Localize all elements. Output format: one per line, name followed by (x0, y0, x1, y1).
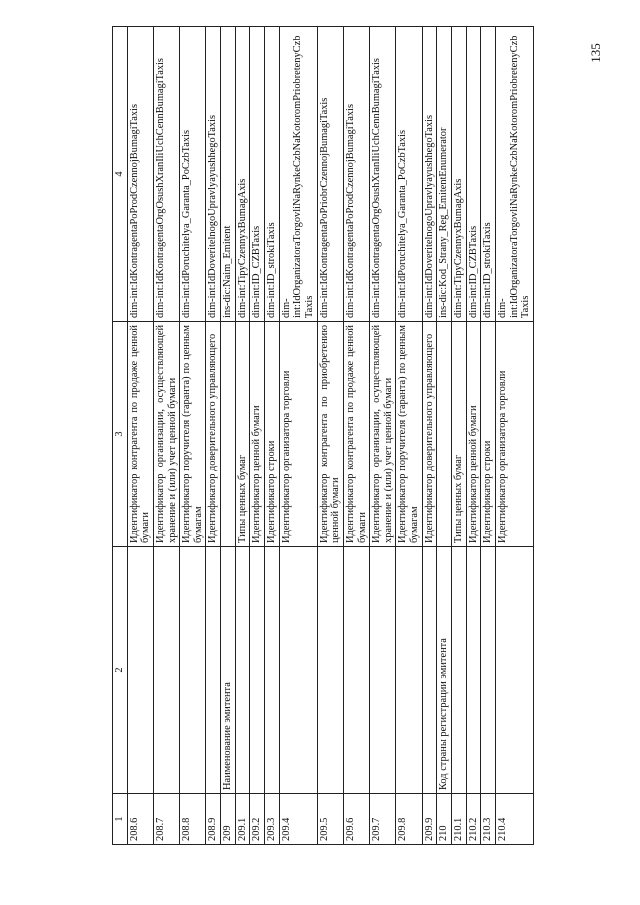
element-name-cell (396, 547, 422, 794)
code-cell: dim-int:IdKontragentaPoProdCzennojBumagiTaxis (343, 27, 369, 322)
table-row (180, 27, 206, 845)
element-name-cell (250, 547, 265, 794)
row-number-cell: 209.9 (422, 794, 437, 845)
table-wrapper (112, 35, 582, 845)
table-row (279, 27, 317, 845)
xbrl-mapping-table (112, 26, 534, 845)
description-cell (221, 322, 236, 547)
table-row (206, 27, 221, 845)
table-body (127, 27, 533, 845)
table-row (396, 27, 422, 845)
description-cell: Идентификатор строки (481, 322, 496, 547)
row-number-cell: 208.8 (180, 794, 206, 845)
table-row (317, 27, 343, 845)
description-cell: Идентификатор организатора торговли (279, 322, 317, 547)
description-cell: Идентификатор ценной бумаги (466, 322, 481, 547)
row-number-cell: 208.7 (153, 794, 179, 845)
code-cell: ins-dic:Kod_Strany_Reg_EmitentEnumerator (437, 27, 452, 322)
element-name-cell (235, 547, 250, 794)
code-cell: dim-int:IdKontragentaOrgOsushXranIliUchCennBumagiTaxis (370, 27, 396, 322)
row-number-cell: 209.3 (265, 794, 280, 845)
header-col-3: 3 (113, 322, 128, 547)
table-row (127, 27, 153, 845)
row-number-cell: 209.6 (343, 794, 369, 845)
element-name-cell (343, 547, 369, 794)
code-cell: dim-int:IdKontragentaPoPriobrCzennojBumagiTaxis (317, 27, 343, 322)
description-cell: Идентификатор организатора торговли (495, 322, 533, 547)
code-cell: dim-int:IdOrganizatoraTorgovliNaRynkeCzbNaKotoromPriobretenyCzbTaxis (279, 27, 317, 322)
element-name-cell (206, 547, 221, 794)
row-number-cell: 210.1 (452, 794, 467, 845)
code-cell: dim-int:ID_strokiTaxis (481, 27, 496, 322)
code-cell: dim-int:IdPoruchitelya_Garanta_PoCzbTaxis (396, 27, 422, 322)
element-name-cell (495, 547, 533, 794)
table-row (495, 27, 533, 845)
description-cell: Идентификатор поручителя (гаранта) по ценным бумагам (180, 322, 206, 547)
description-cell: Идентификатор контрагента по продаже ценной бумаги (343, 322, 369, 547)
element-name-cell (265, 547, 280, 794)
table-row (221, 27, 236, 845)
description-cell: Идентификатор доверительного управляющего (422, 322, 437, 547)
table-row (265, 27, 280, 845)
element-name-cell (279, 547, 317, 794)
description-cell: Типы ценных бумаг (235, 322, 250, 547)
description-cell: Идентификатор строки (265, 322, 280, 547)
page-number: 135 (587, 43, 603, 63)
table-row (466, 27, 481, 845)
table-row (343, 27, 369, 845)
element-name-cell (452, 547, 467, 794)
table-row (481, 27, 496, 845)
element-name-cell: Наименование эмитента (221, 547, 236, 794)
element-name-cell (153, 547, 179, 794)
row-number-cell: 208.6 (127, 794, 153, 845)
description-cell: Идентификатор организации, осуществляющей хранение и (или) учет ценной бумаги (153, 322, 179, 547)
description-cell: Идентификатор организации, осуществляющей хранение и (или) учет ценной бумаги (370, 322, 396, 547)
code-cell: dim-int:IdDoveritelnogoUpravlyayushhegoTaxis (422, 27, 437, 322)
code-cell: dim-int:TipyCzennyxBumagAxis (235, 27, 250, 322)
row-number-cell: 209.8 (396, 794, 422, 845)
row-number-cell: 210.4 (495, 794, 533, 845)
element-name-cell (180, 547, 206, 794)
code-cell: dim-int:ID_CZBTaxis (250, 27, 265, 322)
row-number-cell: 209.2 (250, 794, 265, 845)
row-number-cell: 208.9 (206, 794, 221, 845)
row-number-cell: 209.7 (370, 794, 396, 845)
description-cell: Идентификатор контрагента по приобретению ценной бумаги (317, 322, 343, 547)
table-row (452, 27, 467, 845)
code-cell: dim-int:IdKontragentaPoProdCzennojBumagiTaxis (127, 27, 153, 322)
code-cell: dim-int:IdDoveritelnogoUpravlyayushhegoTaxis (206, 27, 221, 322)
row-number-cell: 210.3 (481, 794, 496, 845)
row-number-cell: 209.4 (279, 794, 317, 845)
row-number-cell: 209.5 (317, 794, 343, 845)
code-cell: ins-dic:Naim_Emitent (221, 27, 236, 322)
element-name-cell (422, 547, 437, 794)
code-cell: dim-int:TipyCzennyxBumagAxis (452, 27, 467, 322)
code-cell: dim-int:ID_CZBTaxis (466, 27, 481, 322)
table-row (437, 27, 452, 845)
element-name-cell (466, 547, 481, 794)
header-col-2: 2 (113, 547, 128, 794)
description-cell: Идентификатор ценной бумаги (250, 322, 265, 547)
row-number-cell: 210 (437, 794, 452, 845)
code-cell: dim-int:IdPoruchitelya_Garanta_PoCzbTaxis (180, 27, 206, 322)
header-col-1: 1 (113, 794, 128, 845)
element-name-cell (127, 547, 153, 794)
element-name-cell (370, 547, 396, 794)
description-cell: Идентификатор поручителя (гаранта) по ценным бумагам (396, 322, 422, 547)
element-name-cell (317, 547, 343, 794)
rotated-table-area (112, 35, 582, 845)
row-number-cell: 209 (221, 794, 236, 845)
header-row (113, 27, 128, 845)
element-name-cell (481, 547, 496, 794)
description-cell: Типы ценных бумаг (452, 322, 467, 547)
row-number-cell: 210.2 (466, 794, 481, 845)
table-row (235, 27, 250, 845)
description-cell: Идентификатор контрагента по продаже ценной бумаги (127, 322, 153, 547)
table-row (153, 27, 179, 845)
table-row (422, 27, 437, 845)
description-cell: Идентификатор доверительного управляющего (206, 322, 221, 547)
element-name-cell: Код страны регистрации эмитента (437, 547, 452, 794)
header-col-4: 4 (113, 27, 128, 322)
code-cell: dim-int:IdOrganizatoraTorgovliNaRynkeCzbNaKotoromPriobretenyCzbTaxis (495, 27, 533, 322)
code-cell: dim-int:ID_strokiTaxis (265, 27, 280, 322)
code-cell: dim-int:IdKontragentaOrgOsushXranIliUchCennBumagiTaxis (153, 27, 179, 322)
table-row (370, 27, 396, 845)
row-number-cell: 209.1 (235, 794, 250, 845)
description-cell (437, 322, 452, 547)
table-row (250, 27, 265, 845)
